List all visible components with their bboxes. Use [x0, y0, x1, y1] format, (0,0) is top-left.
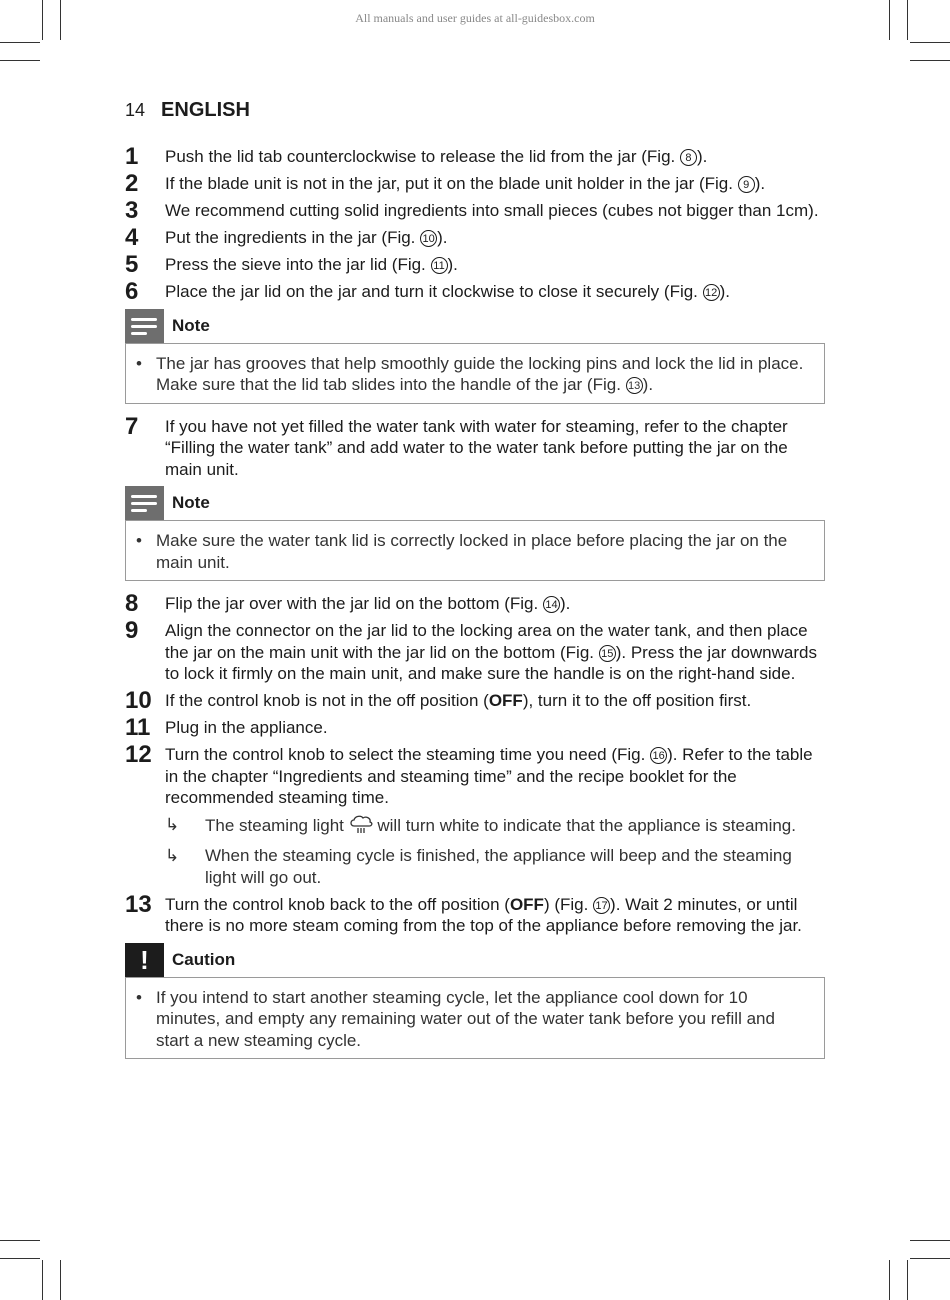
step-text-end: ). Press the jar downwards to lock it firmly on the main unit, and make sure the handle is on the right-hand side. — [165, 642, 817, 683]
step-text-end: ). — [447, 255, 458, 274]
step-13 — [125, 890, 825, 937]
step-number: 4 — [125, 224, 139, 251]
step-1 — [125, 143, 825, 170]
step-text-end: ), turn it to the off position first. — [522, 691, 752, 710]
steam-icon — [349, 814, 373, 840]
step-text-end: ). — [559, 594, 571, 613]
step-text: Turn the control knob back to the off position ( — [165, 894, 510, 914]
off-label: OFF — [509, 894, 544, 914]
result-text: The steaming light — [205, 816, 349, 835]
crop-mark — [0, 60, 40, 61]
step-text-end: ). — [754, 174, 766, 193]
warning-glyph: ! — [140, 944, 149, 975]
crop-mark — [889, 1260, 890, 1300]
step-text-end: ). — [437, 228, 448, 247]
figure-ref: 17 — [593, 897, 610, 914]
caution-box — [125, 977, 825, 1060]
step-10 — [125, 687, 825, 714]
watermark: All manuals and user guides at all-guidesbox.com — [355, 11, 595, 25]
step-8 — [125, 590, 825, 617]
step-number: 2 — [125, 170, 139, 197]
step-text-end: ). — [696, 147, 708, 166]
step-12 — [125, 741, 825, 809]
bullet: • — [136, 531, 142, 550]
bullet: • — [136, 987, 142, 1007]
crop-mark — [60, 1260, 61, 1300]
step-text-end: ). Refer to the table in the chapter “Ingredients and steaming time” and the recipe booklet for the recommended steaming time. — [165, 745, 813, 807]
step-number: 11 — [125, 714, 151, 741]
note-label: Note — [172, 315, 210, 335]
step-text: Turn the control knob to select the steaming time you need (Fig. — [165, 745, 651, 764]
note-text-end: ). — [642, 375, 654, 394]
step-number: 13 — [125, 890, 152, 918]
caution-heading — [125, 943, 825, 977]
figure-ref: 14 — [543, 596, 560, 613]
note-text: Make sure the water tank lid is correctly locked in place before placing the jar on the main unit. — [156, 531, 788, 572]
crop-mark — [910, 1240, 950, 1241]
caution-text: If you intend to start another steaming cycle, let the appliance cool down for 10 minutes, and empty any remaining water out of the water tank before you refill and start a new steaming cycle. — [156, 987, 775, 1050]
figure-ref: 16 — [650, 747, 667, 764]
crop-mark — [42, 1260, 43, 1300]
step-7 — [125, 412, 825, 481]
crop-mark — [907, 1260, 908, 1300]
page-header — [125, 99, 250, 122]
result-text: When the steaming cycle is finished, the appliance will beep and the steaming light will go out. — [205, 846, 792, 887]
result-text-end: will turn white to indicate that the appliance is steaming. — [372, 816, 796, 835]
step-number: 1 — [125, 143, 139, 170]
note-label: Note — [172, 493, 210, 512]
step-5 — [125, 251, 825, 278]
result-item — [125, 814, 825, 840]
step-text-mid: ) (Fig. — [543, 894, 594, 914]
step-11 — [125, 714, 825, 741]
bullet: • — [136, 353, 142, 373]
warning-icon — [125, 943, 164, 977]
crop-mark — [910, 42, 950, 43]
step-text: Place the jar lid on the jar and turn it clockwise to close it securely (Fig. — [165, 282, 703, 301]
step-text: Plug in the appliance. — [165, 718, 328, 737]
step-9 — [125, 617, 825, 685]
crop-mark — [910, 1258, 950, 1259]
note-box — [125, 520, 825, 581]
instructions — [125, 143, 825, 1071]
figure-ref: 10 — [420, 230, 437, 247]
step-text-end: ). — [719, 282, 731, 301]
page-number: 14 — [125, 100, 146, 120]
step-number: 8 — [125, 590, 139, 617]
step-text: Press the sieve into the jar lid (Fig. — [165, 255, 431, 274]
step-4 — [125, 224, 825, 251]
step-number: 10 — [125, 687, 152, 714]
step-text: We recommend cutting solid ingredients into small pieces (cubes not bigger than 1cm). — [165, 201, 819, 220]
step-3 — [125, 197, 825, 224]
caution-label: Caution — [172, 949, 236, 969]
step-text: Align the connector on the jar lid to the locking area on the water tank, and then place the jar on the main unit with the jar lid on the bottom (Fig. — [165, 621, 808, 662]
result-item — [125, 845, 825, 888]
off-label: OFF — [488, 691, 523, 710]
figure-ref: 13 — [626, 377, 643, 394]
step-text: Flip the jar over with the jar lid on the bottom (Fig. — [165, 594, 543, 613]
note-box — [125, 343, 825, 404]
figure-ref: 8 — [680, 149, 697, 166]
crop-mark — [0, 1258, 40, 1259]
figure-ref: 11 — [431, 257, 448, 274]
figure-ref: 12 — [703, 284, 720, 301]
step-number: 12 — [125, 741, 152, 768]
result-arrow-icon: ↳ — [165, 815, 180, 834]
step-text: If the blade unit is not in the jar, put it on the blade unit holder in the jar (Fig. — [165, 174, 738, 193]
note-text: The jar has grooves that help smoothly guide the locking pins and lock the lid in place. Make sure that the lid tab slides into the handle of the jar (Fig. — [156, 353, 804, 394]
step-number: 9 — [125, 617, 139, 644]
note-icon — [125, 309, 164, 343]
result-arrow-icon: ↳ — [165, 846, 180, 865]
step-6 — [125, 278, 825, 305]
figure-ref: 9 — [738, 176, 755, 193]
step-number: 7 — [125, 412, 139, 440]
step-2 — [125, 170, 825, 197]
note-heading — [125, 309, 825, 343]
step-text: Push the lid tab counterclockwise to release the lid from the jar (Fig. — [165, 147, 680, 166]
language-heading: ENGLISH — [161, 99, 250, 121]
crop-mark — [0, 42, 40, 43]
step-number: 6 — [125, 278, 139, 305]
crop-mark — [0, 1240, 40, 1241]
step-text: Put the ingredients in the jar (Fig. — [165, 228, 421, 247]
step-text: If you have not yet filled the water tank with water for steaming, refer to the chapter “Filling the water tank” and add water to the water tank before putting the jar on the main unit. — [165, 416, 788, 479]
note-icon — [125, 486, 164, 520]
figure-ref: 15 — [599, 645, 616, 662]
step-number: 5 — [125, 251, 139, 278]
step-text: If the control knob is not in the off position ( — [165, 691, 489, 710]
step-number: 3 — [125, 197, 139, 224]
note-heading — [125, 486, 825, 520]
step-text-end: ). Wait 2 minutes, or until there is no more steam coming from the top of the appliance before removing the jar. — [165, 894, 802, 935]
crop-mark — [910, 60, 950, 61]
